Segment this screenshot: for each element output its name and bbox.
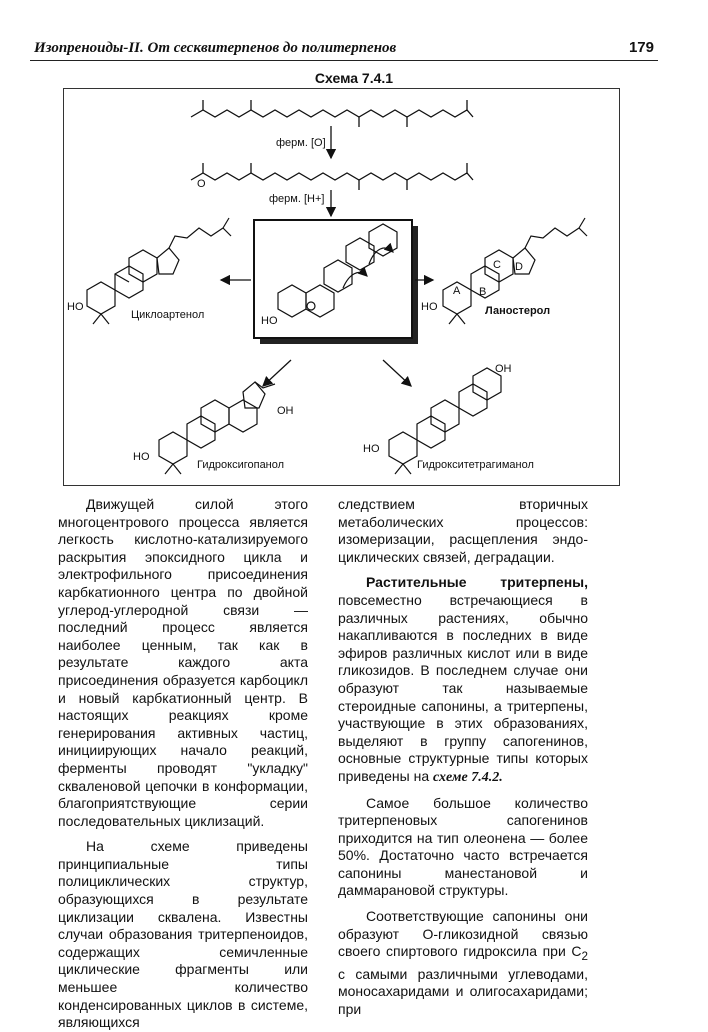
tetrahymanol-ho-label: HO: [363, 443, 380, 455]
epoxide-o-label: O: [197, 178, 206, 190]
tetrahymanol-oh-label: OH: [495, 363, 512, 375]
right-paragraph-2: [338, 574, 588, 786]
scheme-reference: схеме 7.4.2.: [433, 769, 503, 785]
right-paragraph-4: [338, 908, 588, 1018]
left-paragraph-1: Движущей силой этого многоцентрового процесса является легкость кислотно-катализируемого раскрытия эпоксидного цикла и электрофильного присоединения карбкатионного центра по двойной углерод-углеродной связи — последний процесс является наиболее ценным, так как в результате каждого акта присоединения образуется карбоцикл и новый карбкатионный центр. В настоящих реакциях кроме генерирования активных частиц, инициирующих начало реакций, ферменты проводят "укладку" скваленовой цепочки в конформации, благоприятствующие серии последовательных циклизаций.: [58, 496, 308, 829]
right-column: [338, 496, 588, 1018]
lanosterol-ho-label: HO: [421, 301, 438, 313]
arrow-label-oxidation: ферм. [O]: [276, 137, 326, 149]
right-paragraph-4-b: с самыми различными углеводами, моносахаридами и олигосахаридами; при: [338, 965, 588, 1017]
carbon-subscript: 2: [581, 950, 588, 964]
running-head: [30, 38, 658, 61]
reaction-scheme: [63, 88, 618, 484]
cycloartenol-ho-label: HO: [67, 301, 84, 313]
lanosterol-label: Ланостерол: [485, 305, 551, 317]
ring-b-label: B: [479, 286, 487, 298]
box-ho-label: HO: [261, 315, 278, 327]
left-column: [58, 496, 308, 1032]
ring-d-label: D: [515, 261, 523, 273]
hopanol-oh-label: OH: [277, 405, 294, 417]
hydroxytetrahymanol-label: Гидрокситетрагиманол: [417, 459, 534, 471]
right-paragraph-4-a: Соответствующие сапонины они образуют О-гликозидной связью своего спиртового гидроксила при С: [338, 908, 588, 960]
hydroxyhopanol-label: Гидроксигопанол: [197, 459, 285, 471]
ring-c-label: C: [493, 259, 501, 271]
right-paragraph-2-text: повсеместно встречающиеся в различных растениях, обычно накапливаются в последних в виде эфиров различных кислот или в виде гликозидов. В последнем случае они образуют так называемые стероидные сапонины, а тритерпены, участвующие в этих образованиях, выделяют в группу сапогенинов, основные структурные типы которых приведены на: [338, 591, 588, 784]
left-paragraph-2: На схеме приведены принципиальные типы полициклических структур, образующихся в результате циклизации сквалена. Известны случаи образования тритерпеноидов, содержащих семичленные циклические фрагменты или меньшее количество конденсированных циклов в системе, являющихся: [58, 838, 308, 1031]
squalene-chain: [191, 110, 473, 117]
right-paragraph-1: следствием вторичных метаболических процессов: изомеризации, расщепления эндо-циклических связей, деградации.: [338, 496, 588, 565]
running-title: Изопреноиды-II. От сесквитерпенов до политерпенов: [34, 40, 397, 56]
cycloartenol-label: Циклоартенол: [131, 309, 205, 321]
arrow-label-cyclization: ферм. [H+]: [269, 193, 325, 205]
hopanol-ho-label: HO: [133, 451, 150, 463]
plant-triterpenes-term: Растительные тритерпены,: [366, 574, 588, 591]
scheme-title: Схема 7.4.1: [314, 70, 394, 86]
page-number: 179: [628, 39, 654, 56]
right-paragraph-3: Самое большое количество тритерпеновых сапогенинов приходится на тип олеонена — более 50%. Достаточно часто встречается сапонины манестановой и даммарановой структуры.: [338, 794, 588, 899]
ring-a-label: A: [453, 285, 461, 297]
oxidosqualene-chain: [191, 173, 473, 180]
